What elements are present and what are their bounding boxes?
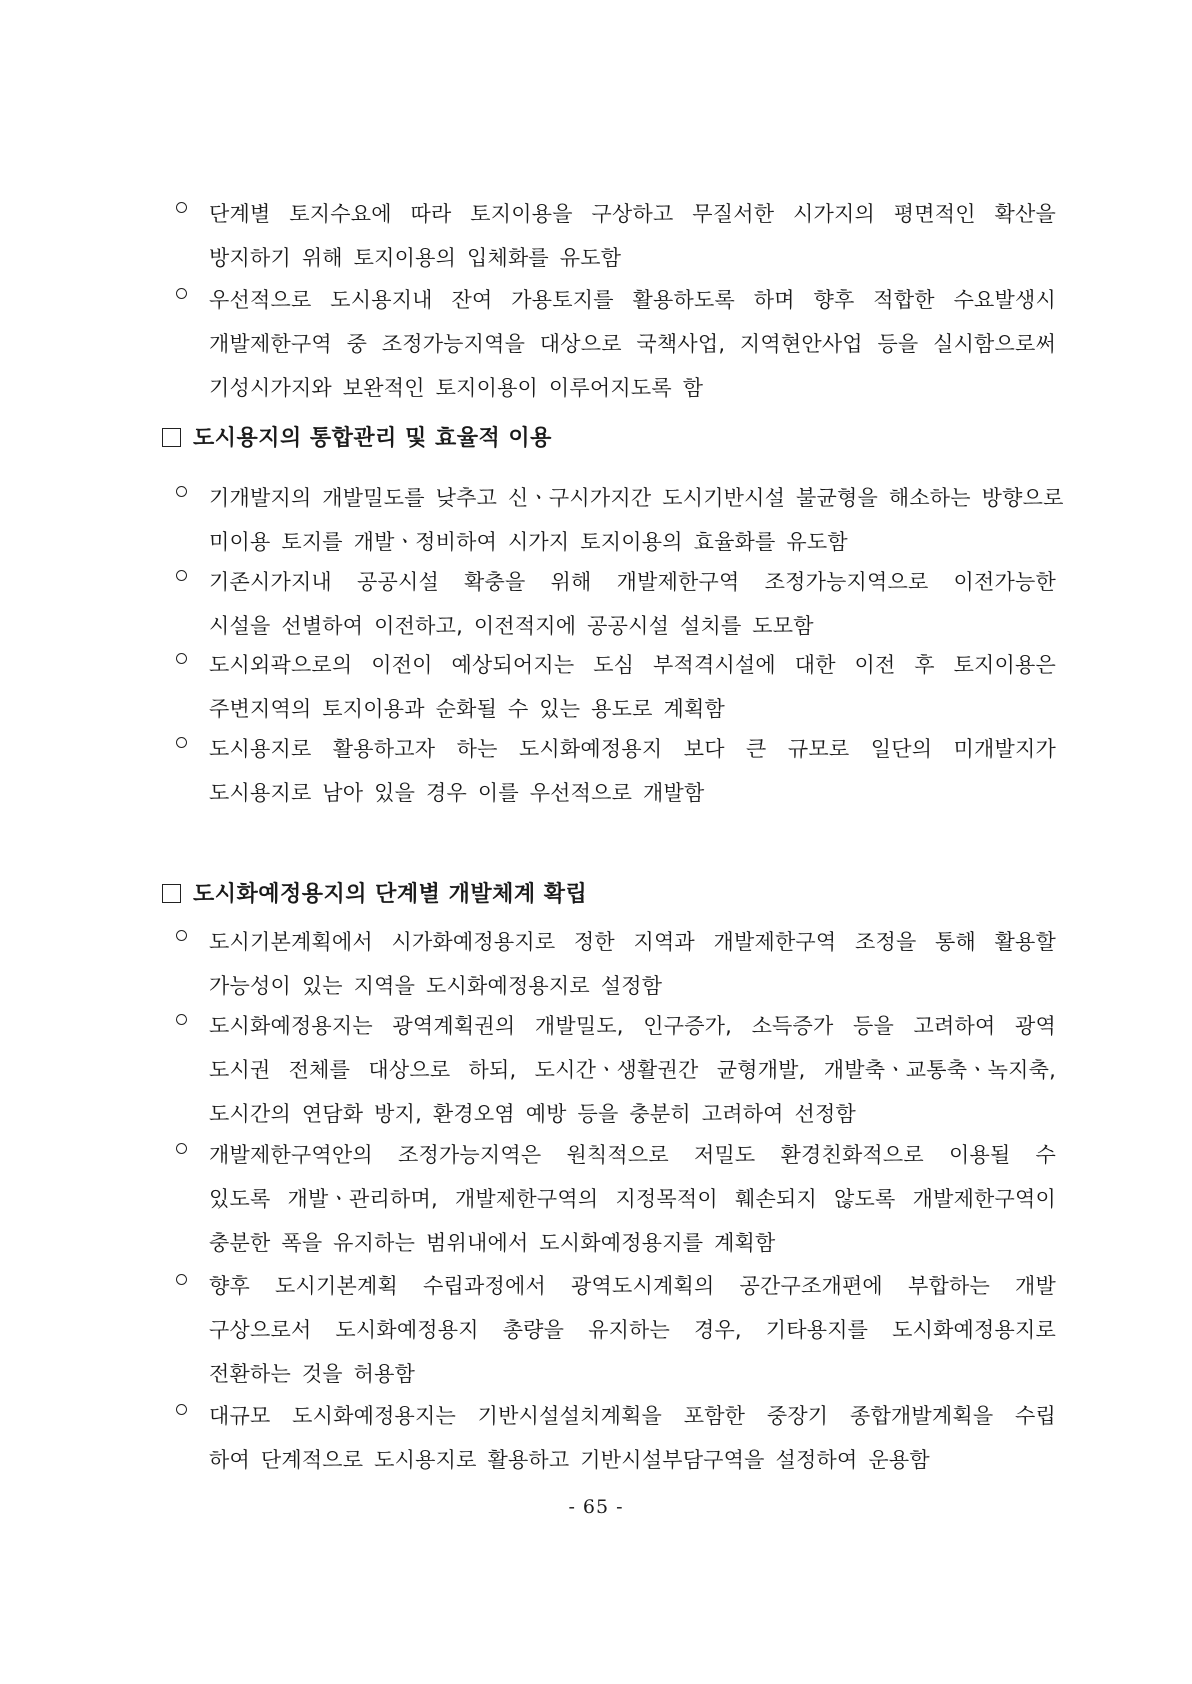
- text-line: 있도록 개발ㆍ관리하며, 개발제한구역의 지정목적이 훼손되지 않도록 개발제한구역이: [209, 1187, 1056, 1211]
- text-line: 개발제한구역안의 조정가능지역은 원칙적으로 저밀도 환경친화적으로 이용될 수: [209, 1143, 1056, 1167]
- page-number: - 65 -: [568, 1496, 624, 1518]
- bullet-item: [176, 920, 1056, 1008]
- text-line: 도시외곽으로의 이전이 예상되어지는 도심 부적격시설에 대한 이전 후 토지이용은: [209, 653, 1056, 677]
- text-line: 대규모 도시화예정용지는 기반시설설치계획을 포함한 중장기 종합개발계획을 수립: [209, 1404, 1056, 1428]
- text-line: 단계별 토지수요에 따라 토지이용을 구상하고 무질서한 시가지의 평면적인 확산을: [209, 202, 1056, 226]
- text-line: 방지하기 위해 토지이용의 입체화를 유도함: [209, 246, 622, 270]
- bullet-text: [209, 1004, 1056, 1136]
- text-line: 도시기본계획에서 시가화예정용지로 정한 지역과 개발제한구역 조정을 통해 활용할: [209, 930, 1056, 954]
- bullet-text: [209, 560, 1056, 648]
- bullet-text: [209, 476, 1064, 564]
- circle-bullet-icon: [176, 570, 187, 581]
- bullet-item: [176, 192, 1056, 280]
- circle-bullet-icon: [176, 288, 187, 299]
- text-line: 기존시가지내 공공시설 확충을 위해 개발제한구역 조정가능지역으로 이전가능한: [209, 570, 1056, 594]
- text-line: 시설을 선별하여 이전하고, 이전적지에 공공시설 설치를 도모함: [209, 614, 814, 638]
- square-bullet-icon: [162, 884, 181, 903]
- bullet-text: [209, 278, 1056, 410]
- text-line: 충분한 폭을 유지하는 범위내에서 도시화예정용지를 계획함: [209, 1231, 776, 1255]
- text-line: 우선적으로 도시용지내 잔여 가용토지를 활용하도록 하며 향후 적합한 수요발생시: [209, 288, 1056, 312]
- circle-bullet-icon: [176, 930, 187, 941]
- bullet-text: [209, 920, 1056, 1008]
- section-heading: [162, 423, 552, 453]
- bullet-text: [209, 1264, 1056, 1396]
- text-line: 가능성이 있는 지역을 도시화예정용지로 설정함: [209, 974, 663, 998]
- bullet-item: [176, 1394, 1056, 1482]
- bullet-text: [209, 192, 1056, 280]
- section-heading-text: 도시화예정용지의 단계별 개발체계 확립: [193, 881, 588, 907]
- bullet-item: [176, 1004, 1056, 1136]
- text-line: 도시화예정용지는 광역계획권의 개발밀도, 인구증가, 소득증가 등을 고려하여 광역: [209, 1014, 1056, 1038]
- text-line: 구상으로서 도시화예정용지 총량을 유지하는 경우, 기타용지를 도시화예정용지로: [209, 1318, 1056, 1342]
- text-line: 기성시가지와 보완적인 토지이용이 이루어지도록 함: [209, 376, 704, 400]
- bullet-item: [176, 560, 1056, 648]
- circle-bullet-icon: [176, 1014, 187, 1025]
- text-line: 주변지역의 토지이용과 순화될 수 있는 용도로 계획함: [209, 697, 725, 721]
- text-line: 도시용지로 남아 있을 경우 이를 우선적으로 개발함: [209, 781, 705, 805]
- circle-bullet-icon: [176, 653, 187, 664]
- text-line: 전환하는 것을 허용함: [209, 1362, 416, 1386]
- text-line: 도시간의 연담화 방지, 환경오염 예방 등을 충분히 고려하여 선정함: [209, 1102, 856, 1126]
- section-heading-text: 도시용지의 통합관리 및 효율적 이용: [193, 425, 552, 451]
- circle-bullet-icon: [176, 486, 187, 497]
- bullet-item: [176, 643, 1056, 731]
- square-bullet-icon: [162, 428, 181, 447]
- circle-bullet-icon: [176, 202, 187, 213]
- circle-bullet-icon: [176, 737, 187, 748]
- section-heading: [162, 879, 587, 909]
- circle-bullet-icon: [176, 1404, 187, 1415]
- bullet-text: [209, 1394, 1056, 1482]
- bullet-item: [176, 476, 1064, 564]
- bullet-item: [176, 1264, 1056, 1396]
- circle-bullet-icon: [176, 1143, 187, 1154]
- text-line: 미이용 토지를 개발ㆍ정비하여 시가지 토지이용의 효율화를 유도함: [209, 530, 848, 554]
- text-line: 개발제한구역 중 조정가능지역을 대상으로 국책사업, 지역현안사업 등을 실시함으로써: [209, 332, 1056, 356]
- bullet-item: [176, 1133, 1056, 1265]
- text-line: 기개발지의 개발밀도를 낮추고 신ㆍ구시가지간 도시기반시설 불균형을 해소하는 방향으로: [209, 486, 1064, 510]
- bullet-text: [209, 643, 1056, 731]
- bullet-item: [176, 278, 1056, 410]
- bullet-item: [176, 727, 1056, 815]
- bullet-text: [209, 1133, 1056, 1265]
- bullet-text: [209, 727, 1056, 815]
- text-line: 도시용지로 활용하고자 하는 도시화예정용지 보다 큰 규모로 일단의 미개발지가: [209, 737, 1056, 761]
- text-line: 하여 단계적으로 도시용지로 활용하고 기반시설부담구역을 설정하여 운용함: [209, 1448, 930, 1472]
- text-line: 도시권 전체를 대상으로 하되, 도시간ㆍ생활권간 균형개발, 개발축ㆍ교통축ㆍ녹지축,: [209, 1058, 1056, 1082]
- text-line: 향후 도시기본계획 수립과정에서 광역도시계획의 공간구조개편에 부합하는 개발: [209, 1274, 1056, 1298]
- circle-bullet-icon: [176, 1274, 187, 1285]
